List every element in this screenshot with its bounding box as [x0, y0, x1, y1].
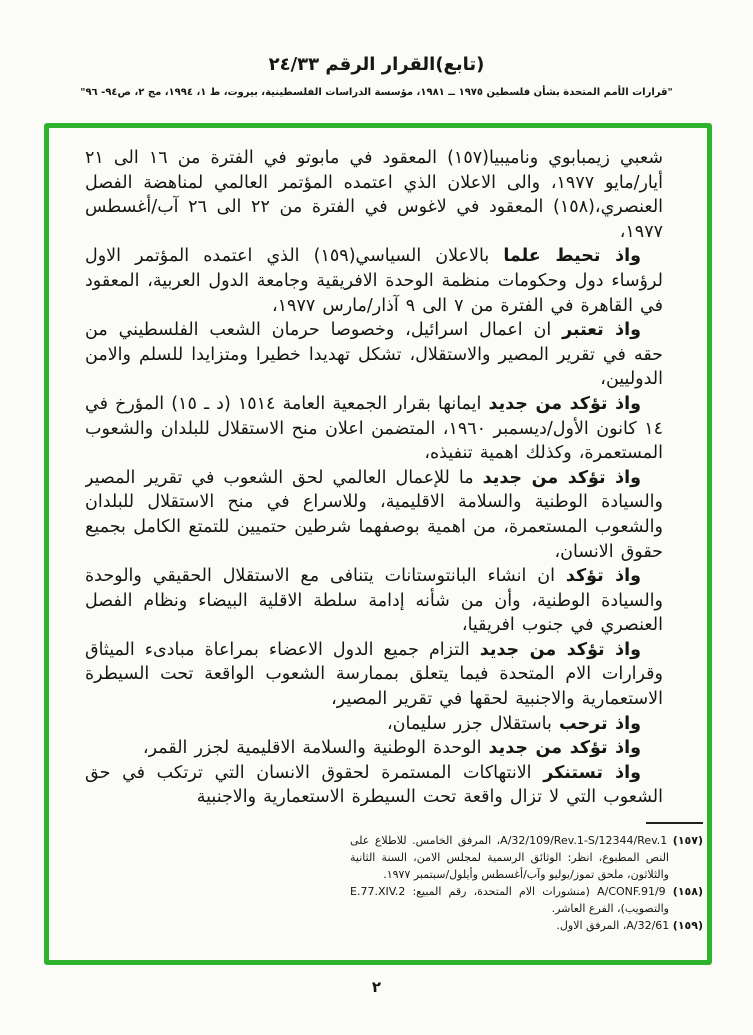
paragraph-lead: واذ تحيط علما [503, 246, 641, 267]
paragraph-lead: واذ تؤكد من جديد [488, 738, 641, 759]
paragraph [85, 318, 663, 392]
paragraph-text: باستقلال جزر سليمان، [386, 713, 559, 734]
paragraph [85, 712, 663, 737]
paragraph-text: ايمانها بقرار الجمعية العامة ١٥١٤ (د ـ ١٥) المؤرخ في ١٤ كانون الأول/ديسمبر ١٩٦٠، المتضمن اعلان منح الاستقلال للبلدان والشعوب المستعمرة، وكذلك اهمية تنفيذه، [85, 393, 663, 464]
paragraph-text: بالاعلان السياسي(١٥٩) الذي اعتمده المؤتمر الاول لرؤساء دول وحكومات منظمة الوحدة الافريقية وجامعة الدول العربية، المعقود في القاهرة في الفترة من ٧ الى ٩ آذار/مارس ١٩٧٧، [85, 246, 663, 316]
paragraph [85, 392, 663, 466]
paragraph [85, 564, 663, 638]
footnotes [350, 832, 703, 934]
footnote [350, 917, 703, 934]
footnote-number: (١٥٨) [672, 885, 704, 898]
footnote [350, 883, 703, 917]
paragraph-text: شعبي زيمبابوي وناميبيا(١٥٧) المعقود في مابوتو في الفترة من ١٦ الى ٢١ أيار/مايو ١٩٧٧، والى الاعلان الذي اعتمده المؤتمر العالمي لمناهضة الفصل العنصري،(١٥٨) المعقود في لاغوس في الفترة من ٢٢ الى ٢٦ آب/أغسطس ١٩٧٧، [85, 148, 663, 242]
footnote-separator [646, 822, 703, 824]
footnote-number: (١٥٧) [672, 834, 704, 847]
paragraph-lead: واذ تستنكر [543, 762, 641, 783]
paragraph-text: ما للإعمال العالمي لحق الشعوب في تقرير المصير والسيادة الوطنية والسلامة الاقليمية، وللاسراع في منح الاستقلال للبلدان والشعوب المستعمرة، من اهمية بوصفهما شرطين حتميين للتمتع الكامل بجميع حقوق الانسان، [85, 467, 663, 562]
footnote-text: A/CONF.91/9 (منشورات الام المتحدة، رقم المبيع: E.77.XIV.2 والتصويب)، الفرع العاشر. [350, 885, 669, 915]
paragraph [85, 244, 663, 318]
page-number: ٢ [371, 978, 382, 996]
source-citation: "قرارات الأمم المتحدة بشأن فلسطين ١٩٧٥ ــ ١٩٨١، مؤسسة الدراسات الفلسطينية، بيروت، ط ١، ١٩٩٤، مج ٢، ص٩٤- ٩٦" [80, 87, 673, 98]
paragraph-lead: واذ تؤكد من جديد [488, 393, 641, 414]
paragraph [85, 638, 663, 712]
paragraph [85, 466, 663, 564]
paragraph [85, 146, 663, 244]
page-title: (تابع)القرار الرقم ٢٤/٣٣ [268, 54, 485, 75]
footnote-text: A/32/109/Rev.1-S/12344/Rev.1، المرفق الخامس. للاطلاع على النص المطبوع، انظر: الوثائق الرسمية لمجلس الامن، السنة الثانية والثلاثون، ملحق تموز/يوليو وآب/أغسطس وأيلول/سبتمبر ١٩٧٧. [350, 834, 669, 881]
footnote [350, 832, 703, 883]
document-header [0, 54, 753, 98]
paragraph-lead: واذ تؤكد من جديد [479, 639, 641, 660]
paragraph-lead: واذ تؤكد [565, 566, 641, 587]
paragraph-text: ان اعمال اسرائيل، وخصوصا حرمان الشعب الفلسطيني من حقه في تقرير المصير والاستقلال، تشكل تهديدا خطيرا ومتزايدا للسلم والامن الدوليين، [85, 320, 663, 390]
resolution-text [85, 146, 663, 810]
footnote-text: A/32/61، المرفق الاول. [556, 919, 670, 932]
paragraph-text: التزام جميع الدول الاعضاء بمراعاة مبادىء الميثاق وقرارات الام المتحدة فيما يتعلق بممارسة الشعوب الواقعة تحت السيطرة الاستعمارية والاجنبية لحقها في تقرير المصير، [85, 639, 663, 710]
paragraph-text: الانتهاكات المستمرة لحقوق الانسان التي ترتكب في حق الشعوب التي لا تزال واقعة تحت السيطرة الاستعمارية والاجنبية [85, 762, 663, 808]
paragraph-lead: واذ ترحب [558, 713, 641, 734]
paragraph-text: الوحدة الوطنية والسلامة الاقليمية لجزر القمر، [142, 738, 489, 759]
paragraph [85, 736, 663, 761]
paragraph-lead: واذ تعتبر [562, 320, 641, 341]
paragraph-lead: واذ تؤكد من جديد [482, 467, 642, 488]
footnote-number: (١٥٩) [672, 919, 703, 932]
paragraph-text: ان انشاء البانتوستانات يتنافى مع الاستقلال الحقيقي والوحدة والسيادة الوطنية، وأن من شأنه إدامة سلطة الاقلية البيضاء ونظام الفصل العنصري في جنوب افريقيا، [85, 566, 663, 636]
paragraph [85, 761, 663, 810]
